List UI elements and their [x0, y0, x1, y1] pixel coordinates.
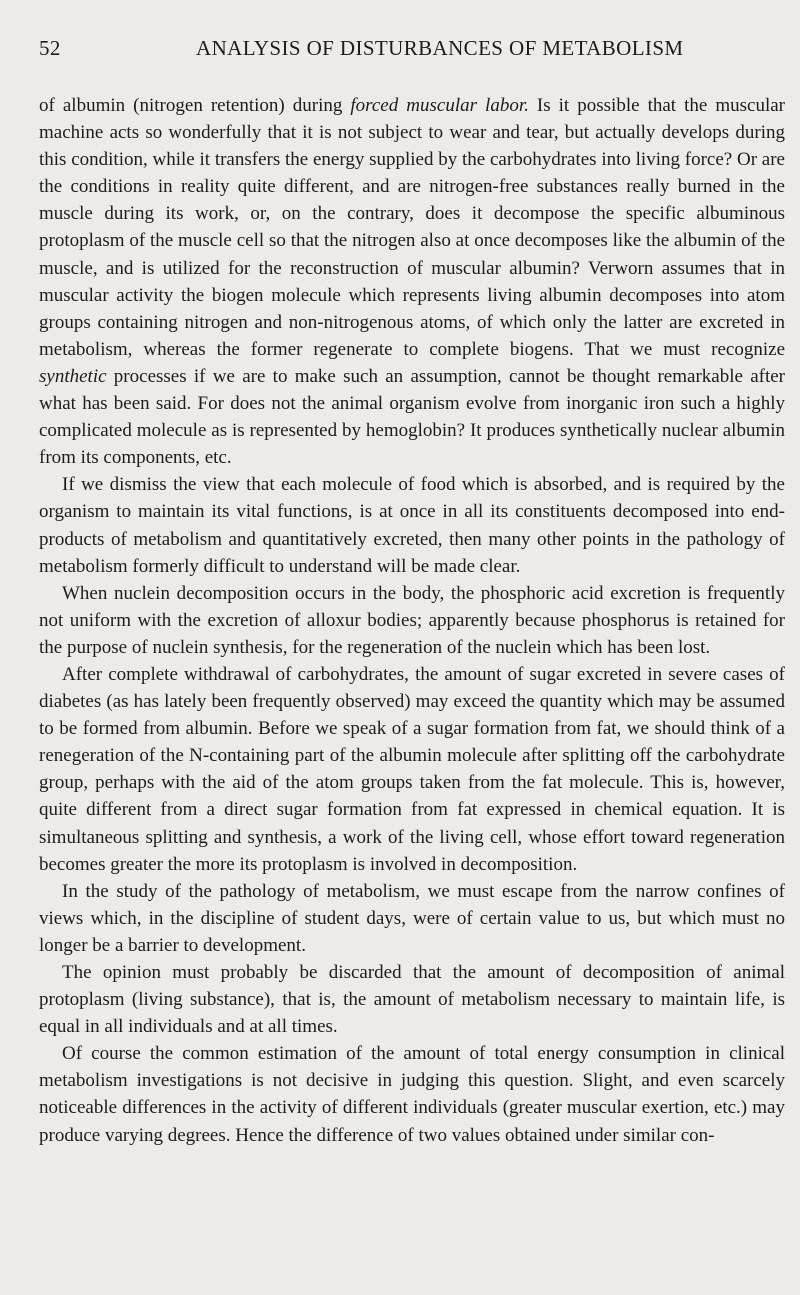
paragraph — [39, 92, 785, 471]
body-text — [39, 92, 785, 1149]
text-run: of albumin (nitrogen retention) during — [39, 95, 351, 116]
text-run: Is it possible that the muscular machine acts so wonderfully that it is not subject to wear and tear, but actually develops during this condition, while it transfers the energy supplied by the carbohydrates into living force? Or are the conditions in reality quite different, and are nitrogen-free substances really burned in the muscle during its work, or, on the contrary, does it decompose the specific albuminous protoplasm of the muscle cell so that the nitrogen also at once decomposes like the albumin of the muscle, and is utilized for the reconstruction of muscular albumin? Verworn assumes that in muscular activity the biogen molecule which represents living albumin decomposes into atom groups containing nitrogen and non-nitrogenous atoms, of which only the latter are excreted in metabolism, whereas the former regenerate to complete biogens. That we must recognize — [39, 95, 785, 360]
paragraph: When nuclein decomposition occurs in the body, the phosphoric acid excretion is frequently not uniform with the excretion of alloxur bodies; apparently because phosphorus is retained for the purpose of nuclein synthesis, for the regeneration of the nuclein which has been lost. — [39, 582, 785, 658]
paragraph: Of course the common estimation of the amount of total energy consumption in clinical metabolism investigations is not decisive in judging this question. Slight, and even scarcely noticeable differences in the activity of different individuals (greater muscular exertion, etc.) may produce varying degrees. Hence the difference of two values obtained under similar con- — [39, 1043, 785, 1146]
paragraph: The opinion must probably be discarded that the amount of decomposition of animal protoplasm (living substance), that is, the amount of metabolism necessary to maintain life, is equal in all individuals and at all times. — [39, 962, 785, 1038]
paragraph: In the study of the pathology of metabolism, we must escape from the narrow confines of views which, in the discipline of student days, were of certain value to us, but which must no longer be a barrier to development. — [39, 880, 785, 956]
running-title: ANALYSIS OF DISTURBANCES OF METABOLISM — [196, 36, 684, 60]
text-run: processes if we are to make such an assumption, cannot be thought remarkable after what has been said. For does not the animal organism evolve from inorganic iron such a highly complicated molecule as is represented by hemoglobin? It produces synthetically nuclear albumin from its components, etc. — [39, 365, 785, 469]
italic-text: forced muscular labor. — [350, 95, 529, 116]
running-head — [39, 34, 784, 66]
italic-text: synthetic — [39, 365, 107, 387]
paragraph: After complete withdrawal of carbohydrates, the amount of sugar excreted in severe cases of diabetes (as has lately been frequently observed) may exceed the quantity which may be assumed to be formed from albumin. Before we speak of a sugar formation from fat, we should think of a renegeration of the N-containing part of the albumin molecule after splitting off the carbohydrate group, perhaps with the aid of the atom groups taken from the fat molecule. This is, however, quite different from a direct sugar formation from fat expressed in chemical equation. It is simultaneous splitting and synthesis, a work of the living cell, whose effort toward regeneration becomes greater the more its protoplasm is involved in decomposition. — [39, 663, 785, 875]
paragraph: If we dismiss the view that each molecule of food which is absorbed, and is required by the organism to maintain its vital functions, is at once in all its constituents decomposed into end-products of metabolism and quantitatively excreted, then many other points in the pathology of metabolism formerly difficult to understand will be made clear. — [39, 474, 785, 577]
page-number: 52 — [39, 36, 61, 60]
